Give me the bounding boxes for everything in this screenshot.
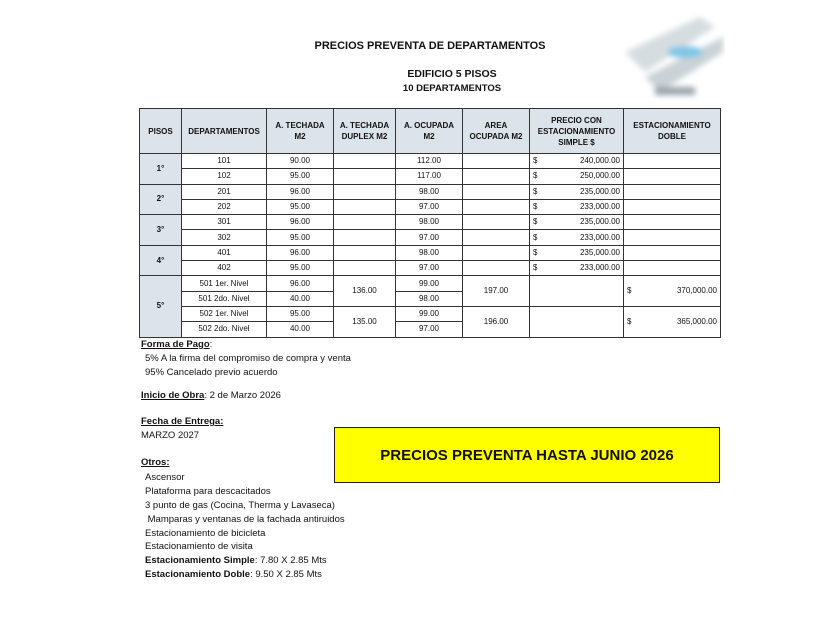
- techada-cell: 95.00: [267, 169, 334, 184]
- col-header: PRECIO CON ESTACIONAMIENTO SIMPLE $: [530, 109, 624, 154]
- others-item: Estacionamiento de bicicleta: [145, 528, 266, 539]
- col-header: A. TECHADA M2: [267, 109, 334, 154]
- col-header: A. OCUPADA M2: [396, 109, 463, 154]
- dept-cell: 502 1er. Nivel: [182, 306, 267, 321]
- table-row: [140, 245, 721, 260]
- price-cell: $ 235,000.00: [530, 184, 624, 199]
- ocupada-cell: 98.00: [396, 245, 463, 260]
- area-cell: 196.00: [463, 306, 530, 337]
- payment-line: 95% Cancelado previo acuerdo: [145, 367, 278, 378]
- ocupada-cell: 99.00: [396, 306, 463, 321]
- dept-cell: 102: [182, 169, 267, 184]
- dept-cell: 301: [182, 215, 267, 230]
- others-item: Plataforma para descacitados: [145, 486, 271, 497]
- building-subtitle: EDIFICIO 5 PISOS: [407, 68, 497, 80]
- techada-cell: 96.00: [267, 245, 334, 260]
- price-cell: $ 233,000.00: [530, 199, 624, 214]
- table-row: [140, 230, 721, 245]
- table-header-row: [140, 109, 721, 154]
- price-cell: $ 240,000.00: [530, 154, 624, 169]
- payment-heading: Forma de Pago:: [141, 339, 213, 350]
- parking-double: Estacionamiento Doble: 9.50 X 2.85 Mts: [145, 569, 322, 580]
- ocupada-cell: 97.00: [396, 322, 463, 337]
- duplex-cell: 135.00: [334, 306, 396, 337]
- ocupada-cell: 98.00: [396, 291, 463, 306]
- price-table: [139, 108, 721, 338]
- techada-cell: 90.00: [267, 154, 334, 169]
- others-item: 3 punto de gas (Cocina, Therma y Lavaseca): [145, 500, 335, 511]
- dept-cell: 502 2do. Nivel: [182, 322, 267, 337]
- floor-cell: 1°: [140, 154, 182, 185]
- techada-cell: 95.00: [267, 261, 334, 276]
- others-item: Estacionamiento de visita: [145, 541, 253, 552]
- double-price-cell: $ 370,000.00: [624, 276, 721, 307]
- ocupada-cell: 98.00: [396, 215, 463, 230]
- col-header: PISOS: [140, 109, 182, 154]
- techada-cell: 95.00: [267, 199, 334, 214]
- col-header: DEPARTAMENTOS: [182, 109, 267, 154]
- price-cell: $ 235,000.00: [530, 245, 624, 260]
- parking-simple: Estacionamiento Simple: 7.80 X 2.85 Mts: [145, 555, 327, 566]
- others-item: Ascensor: [145, 472, 185, 483]
- techada-cell: 96.00: [267, 184, 334, 199]
- ocupada-cell: 97.00: [396, 230, 463, 245]
- price-cell: $ 233,000.00: [530, 230, 624, 245]
- ocupada-cell: 97.00: [396, 261, 463, 276]
- double-price-cell: $ 365,000.00: [624, 306, 721, 337]
- area-cell: 197.00: [463, 276, 530, 307]
- techada-cell: 40.00: [267, 322, 334, 337]
- dept-cell: 101: [182, 154, 267, 169]
- price-cell: $ 250,000.00: [530, 169, 624, 184]
- ocupada-cell: 117.00: [396, 169, 463, 184]
- dept-cell: 401: [182, 245, 267, 260]
- price-cell: $ 235,000.00: [530, 215, 624, 230]
- techada-cell: 96.00: [267, 276, 334, 291]
- dept-cell: 201: [182, 184, 267, 199]
- dept-cell: 302: [182, 230, 267, 245]
- table-row: [140, 215, 721, 230]
- table-row: [140, 154, 721, 169]
- payment-line: 5% A la firma del compromiso de compra y venta: [145, 353, 351, 364]
- start-date: Inicio de Obra: 2 de Marzo 2026: [141, 390, 281, 401]
- col-header: ESTACIONAMIENTO DOBLE: [624, 109, 721, 154]
- dept-cell: 501 1er. Nivel: [182, 276, 267, 291]
- ocupada-cell: 112.00: [396, 154, 463, 169]
- ocupada-cell: 97.00: [396, 199, 463, 214]
- floor-cell: 3°: [140, 215, 182, 246]
- units-subtitle: 10 DEPARTAMENTOS: [402, 83, 502, 94]
- ocupada-cell: 98.00: [396, 184, 463, 199]
- table-row: [140, 169, 721, 184]
- dept-cell: 202: [182, 199, 267, 214]
- table-row: [140, 276, 721, 291]
- presale-banner: PRECIOS PREVENTA HASTA JUNIO 2026: [334, 427, 720, 483]
- techada-cell: 95.00: [267, 306, 334, 321]
- duplex-cell: 136.00: [334, 276, 396, 307]
- dept-cell: 402: [182, 261, 267, 276]
- floor-cell: 4°: [140, 245, 182, 276]
- techada-cell: 96.00: [267, 215, 334, 230]
- ocupada-cell: 99.00: [396, 276, 463, 291]
- floor-cell: 2°: [140, 184, 182, 215]
- col-header: A. TECHADA DUPLEX M2: [334, 109, 396, 154]
- price-cell: $ 233,000.00: [530, 261, 624, 276]
- table-row: [140, 184, 721, 199]
- col-header: AREA OCUPADA M2: [463, 109, 530, 154]
- others-item: Mamparas y ventanas de la fachada antiruidos: [145, 514, 345, 525]
- techada-cell: 95.00: [267, 230, 334, 245]
- techada-cell: 40.00: [267, 291, 334, 306]
- table-row: [140, 306, 721, 321]
- delivery-heading: Fecha de Entrega:: [141, 416, 224, 427]
- delivery-date: MARZO 2027: [141, 430, 200, 441]
- others-heading: Otros:: [141, 457, 170, 468]
- page-title: PRECIOS PREVENTA DE DEPARTAMENTOS: [314, 40, 546, 52]
- floor-cell: 5°: [140, 276, 182, 337]
- table-row: [140, 199, 721, 214]
- dept-cell: 501 2do. Nivel: [182, 291, 267, 306]
- table-row: [140, 261, 721, 276]
